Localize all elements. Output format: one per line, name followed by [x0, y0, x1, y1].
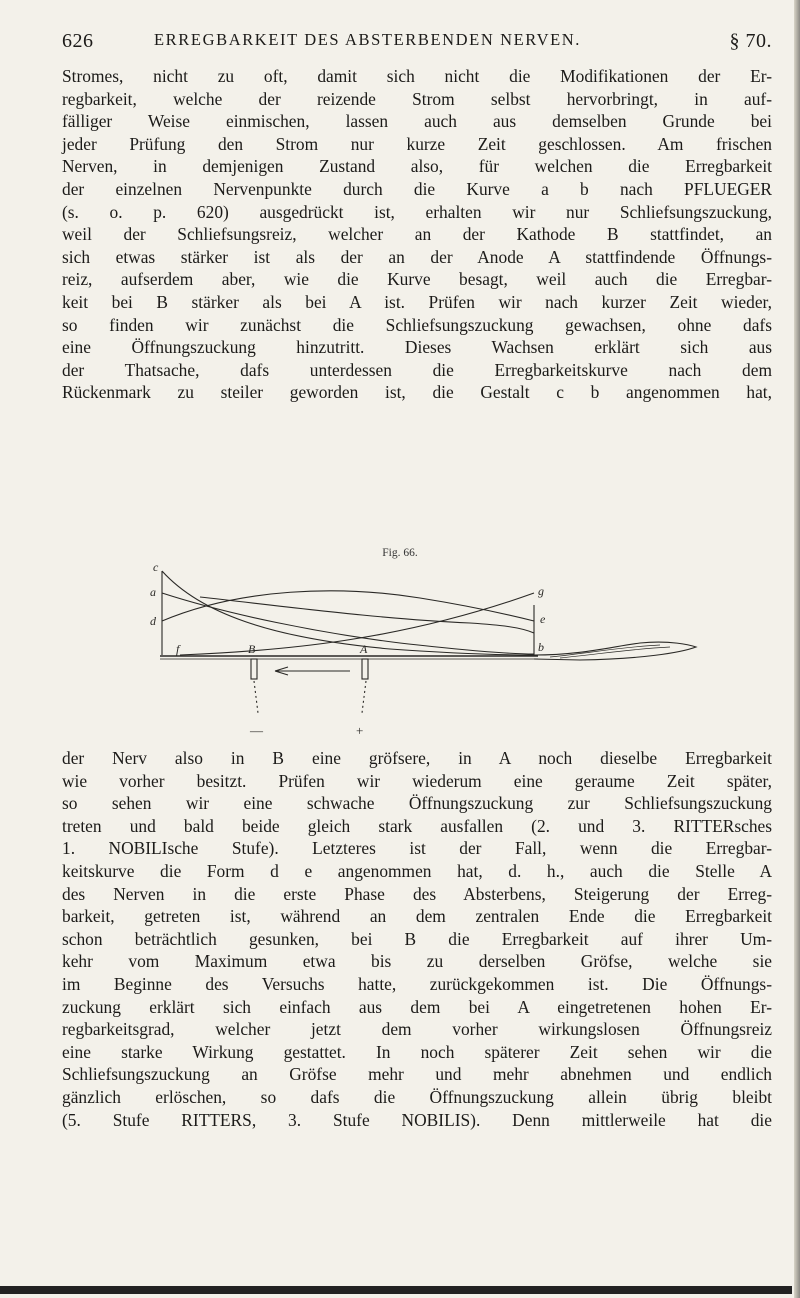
text-line: weil der Schliefsungsreiz, welcher an der Kathode B stattfindet, an — [62, 224, 772, 245]
label-minus: — — [250, 723, 263, 738]
text-line: des Nerven in die erste Phase des Absterbens, Steigerung der Erreg- — [62, 883, 772, 904]
text-line: eine starke Wirkung gestattet. In noch späterer Zeit sehen wir die — [62, 1041, 772, 1062]
text-line: so finden wir zunächst die Schliefsungszuckung gewachsen, ohne dafs — [62, 314, 772, 335]
text-line: fälliger Weise einmischen, lassen auch aus demselben Grunde bei — [62, 111, 772, 132]
text-line: der einzelnen Nervenpunkte durch die Kurve a b nach PFLUEGER — [62, 178, 772, 199]
text-line: jeder Prüfung den Strom nur kurze Zeit geschlossen. Am frischen — [62, 133, 772, 154]
figure-caption: Fig. 66. — [382, 547, 418, 559]
nerve-tail-hatch-1 — [550, 645, 660, 657]
text-line: Nerven, in demjenigen Zustand also, für welchen die Erregbarkeit — [62, 156, 772, 177]
text-line: im Beginne des Versuchs hatte, zurückgekommen ist. Die Öffnungs- — [62, 973, 772, 994]
paragraph-2 — [62, 747, 772, 1131]
text-line: schon beträchtlich gesunken, bei B die Erregbarkeit auf ihrer Um- — [62, 928, 772, 949]
label-plus: + — [356, 723, 364, 738]
text-line: keitskurve die Form d e angenommen hat, d. h., auch die Stelle A — [62, 860, 772, 881]
text-line: regbarkeit, welche der reizende Strom selbst hervorbringt, in auf- — [62, 88, 772, 109]
text-line: wie vorher besitzt. Prüfen wir wiederum eine geraume Zeit später, — [62, 770, 772, 791]
text-line: gänzlich erlöschen, so dafs die Öffnungszuckung allein übrig bleibt — [62, 1086, 772, 1107]
text-line: der Nerv also in B eine gröfsere, in A noch dieselbe Erregbarkeit — [62, 748, 772, 768]
label-f: f — [176, 642, 180, 656]
curve-upper-cross — [200, 597, 534, 633]
label-b: b — [538, 640, 544, 654]
page-header — [62, 24, 772, 54]
page-bottom-edge — [0, 1286, 792, 1294]
text-line: (s. o. p. 620) ausgedrückt ist, erhalten wir nur Schliefsungszuckung, — [62, 201, 772, 222]
section-number: § 70. — [729, 30, 772, 52]
text-line: treten und bald beide gleich stark ausfallen (2. und 3. RITTERsches — [62, 815, 772, 836]
figure-66-diagram — [140, 563, 700, 743]
text-line: reiz, aufserdem aber, wie die Kurve besagt, weil auch die Erregbar- — [62, 269, 772, 290]
text-line: Rückenmark zu steiler geworden ist, die Gestalt c b angenommen hat, — [62, 382, 772, 403]
text-line: keit bei B stärker als bei A ist. Prüfen wir nach kurzer Zeit wieder, — [62, 291, 772, 312]
page-right-edge — [794, 0, 800, 1298]
label-a: a — [150, 585, 156, 599]
page-number: 626 — [62, 30, 94, 52]
text-line: 1. NOBILIsche Stufe). Letzteres ist der Fall, wenn die Erregbar- — [62, 838, 772, 859]
label-d: d — [150, 614, 156, 628]
label-c: c — [153, 563, 159, 574]
electrode-B — [251, 659, 257, 679]
curve-d-e — [162, 591, 534, 621]
text-line: so sehen wir eine schwache Öffnungszuckung zur Schliefsungszuckung — [62, 793, 772, 814]
lead-minus — [254, 681, 258, 713]
text-line: kehr vom Maximum etwa bis zu derselben Gröfse, welche sie — [62, 951, 772, 972]
lead-plus — [362, 681, 366, 713]
text-line: sich etwas stärker ist als der an der Anode A stattfindende Öffnungs- — [62, 246, 772, 267]
running-head: ERREGBARKEIT DES ABSTERBENDEN NERVEN. — [154, 30, 582, 49]
electrode-A — [362, 659, 368, 679]
text-line: (5. Stufe RITTERS, 3. Stufe NOBILIS). Denn mittlerweile hat die — [62, 1109, 772, 1130]
text-line: Schliefsungszuckung an Gröfse mehr und mehr abnehmen und endlich — [62, 1064, 772, 1085]
label-g: g — [538, 584, 544, 598]
label-e: e — [540, 612, 546, 626]
text-line: Stromes, nicht zu oft, damit sich nicht die Modifikationen der Er- — [62, 66, 772, 86]
text-line: regbarkeitsgrad, welcher jetzt dem vorher wirkungslosen Öffnungsreiz — [62, 1019, 772, 1040]
text-line: barkeit, getreten ist, während an dem zentralen Ende die Erregbarkeit — [62, 906, 772, 927]
text-line: eine Öffnungszuckung hinzutritt. Dieses Wachsen erklärt sich aus — [62, 337, 772, 358]
label-B: B — [248, 642, 256, 656]
curve-c-b — [162, 571, 534, 655]
label-A: A — [360, 642, 368, 656]
nerve-tail — [534, 642, 696, 660]
text-line: der Thatsache, dafs unterdessen die Erregbarkeitskurve nach dem — [62, 359, 772, 380]
paragraph-1 — [62, 65, 772, 404]
text-line: zuckung erklärt sich einfach aus dem bei A eingetretenen hohen Er- — [62, 996, 772, 1017]
